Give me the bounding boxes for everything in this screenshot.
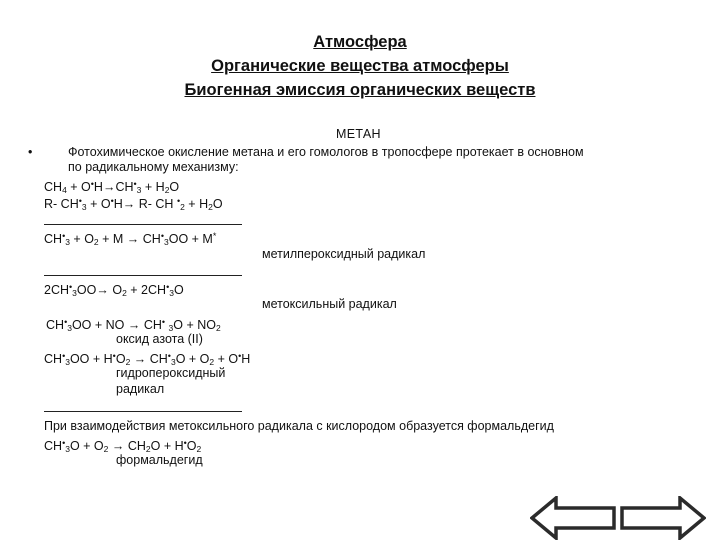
title-block bbox=[0, 30, 720, 102]
right-arrow-icon bbox=[620, 496, 706, 540]
intro-text-2: по радикальному механизму: bbox=[68, 160, 239, 174]
separator bbox=[44, 275, 242, 276]
page-title: Атмосфера bbox=[313, 33, 407, 51]
separator bbox=[44, 411, 242, 412]
section-heading: МЕТАН bbox=[336, 127, 381, 141]
label-methoxy: метоксильный радикал bbox=[262, 297, 397, 311]
equation-1: $CH_4 + O^•H\to CH^•_3 + H_2O$ bbox=[44, 179, 180, 195]
label-methylperoxy: метилпероксидный радикал bbox=[262, 247, 426, 261]
label-nitric-oxide: оксид азота (II) bbox=[116, 332, 203, 346]
bullet-dot: • bbox=[28, 145, 33, 159]
back-button[interactable] bbox=[530, 496, 616, 540]
page-subtitle-2: Биогенная эмиссия органических веществ bbox=[184, 81, 536, 99]
left-arrow-icon bbox=[530, 496, 616, 540]
equation-7: $CH^•_3O + O_2 \to CH_2O + H^•O_2$ bbox=[44, 438, 202, 454]
equation-2: R- $CH^•_3 + O^•H\to R-$ CH $^•_2 + H_2O$ bbox=[44, 196, 223, 212]
equation-6: $CH^•_3OO + H^•O_2 \to CH^•_3O + O_2 + O^•H$ bbox=[44, 351, 251, 367]
page-subtitle: Органические вещества атмосферы bbox=[211, 57, 509, 75]
equation-3: $CH^•_3 + O_2 + M \to CH^•_3OO + M^*$ bbox=[44, 231, 217, 247]
label-hydroperoxy-2: радикал bbox=[116, 382, 165, 396]
conclusion-text: При взаимодействия метоксильного радикала с кислородом образуется формальдегид bbox=[44, 419, 554, 433]
separator bbox=[44, 224, 242, 225]
forward-button[interactable] bbox=[620, 496, 706, 540]
label-hydroperoxy-1: гидропероксидный bbox=[116, 366, 226, 380]
equation-4: $2CH^•_3OO\to O_2 + 2CH^•_3O$ bbox=[44, 282, 184, 298]
equation-5: $CH^•_3OO$ + NO → CH• $_3O + NO_2$ bbox=[46, 317, 221, 333]
intro-text-1: Фотохимическое окисление метана и его гомологов в тропосфере протекает в основном bbox=[68, 145, 584, 159]
label-formaldehyde: формальдегид bbox=[116, 453, 203, 467]
